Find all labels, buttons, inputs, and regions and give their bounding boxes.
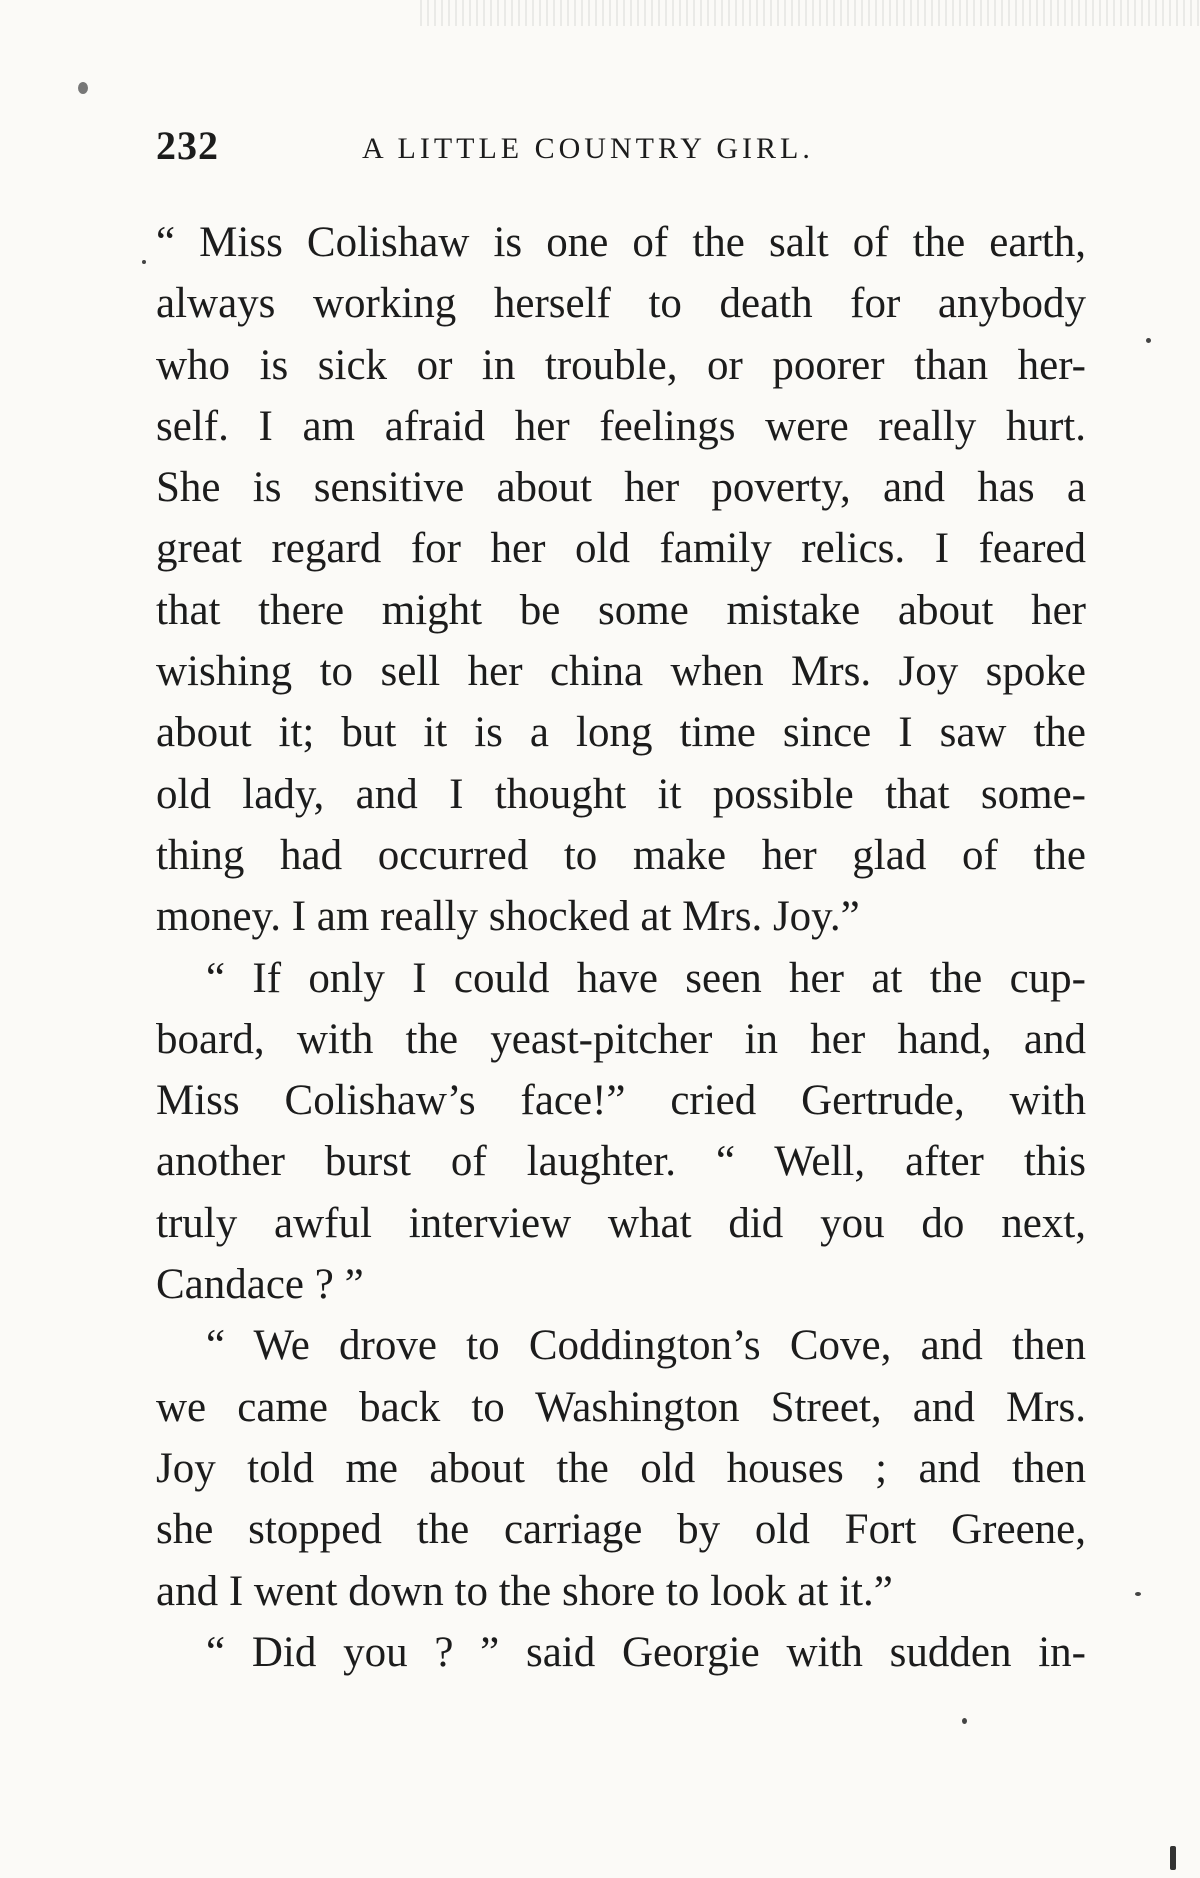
text-line: board, with the yeast-pitcher in her hand, and xyxy=(156,1015,1086,1063)
paper-edge-texture xyxy=(420,0,1200,26)
text-line: Candace ? ” xyxy=(156,1261,364,1309)
text-line: who is sick or in trouble, or poorer than her- xyxy=(156,341,1086,389)
text-line: she stopped the carriage by old Fort Greene, xyxy=(156,1506,1086,1554)
text-line: Joy told me about the old houses ; and then xyxy=(156,1444,1086,1492)
text-line: wishing to sell her china when Mrs. Joy spoke xyxy=(156,648,1086,696)
text-line: “ If only I could have seen her at the cup- xyxy=(206,954,1086,1002)
text-line: always working herself to death for anybody xyxy=(156,280,1086,328)
text-line: old lady, and I thought it possible that some- xyxy=(156,770,1086,818)
scan-speck xyxy=(962,1718,967,1724)
text-line: money. I am really shocked at Mrs. Joy.” xyxy=(156,893,860,941)
book-title: A LITTLE COUNTRY GIRL. xyxy=(362,132,814,165)
scan-speck xyxy=(1146,338,1151,343)
body-text xyxy=(156,212,1086,1683)
text-line: truly awful interview what did you do next, xyxy=(156,1199,1086,1247)
text-line: we came back to Washington Street, and Mrs. xyxy=(156,1383,1086,1431)
text-line: thing had occurred to make her glad of the xyxy=(156,831,1086,879)
text-line: “ We drove to Coddington’s Cove, and then xyxy=(206,1322,1086,1370)
scan-speck xyxy=(1135,1592,1141,1596)
text-line: “ Miss Colishaw is one of the salt of the earth, xyxy=(156,219,1086,266)
text-line: another burst of laughter. “ Well, after this xyxy=(156,1138,1086,1186)
text-line: about it; but it is a long time since I saw the xyxy=(156,709,1086,757)
page-number: 232 xyxy=(156,123,219,168)
scan-speck xyxy=(1170,1846,1176,1870)
scan-speck xyxy=(142,260,146,264)
text-line: that there might be some mistake about her xyxy=(156,586,1086,634)
scan-speck xyxy=(78,82,88,94)
text-line: self. I am afraid her feelings were really hurt. xyxy=(156,402,1086,450)
text-line: great regard for her old family relics. I feared xyxy=(156,525,1086,573)
text-line: and I went down to the shore to look at it.” xyxy=(156,1567,893,1615)
text-line: Miss Colishaw’s face!” cried Gertrude, with xyxy=(156,1077,1086,1125)
text-line: She is sensitive about her poverty, and has a xyxy=(156,464,1086,512)
running-head xyxy=(156,122,1080,170)
text-line: “ Did you ? ” said Georgie with sudden in- xyxy=(206,1628,1086,1676)
